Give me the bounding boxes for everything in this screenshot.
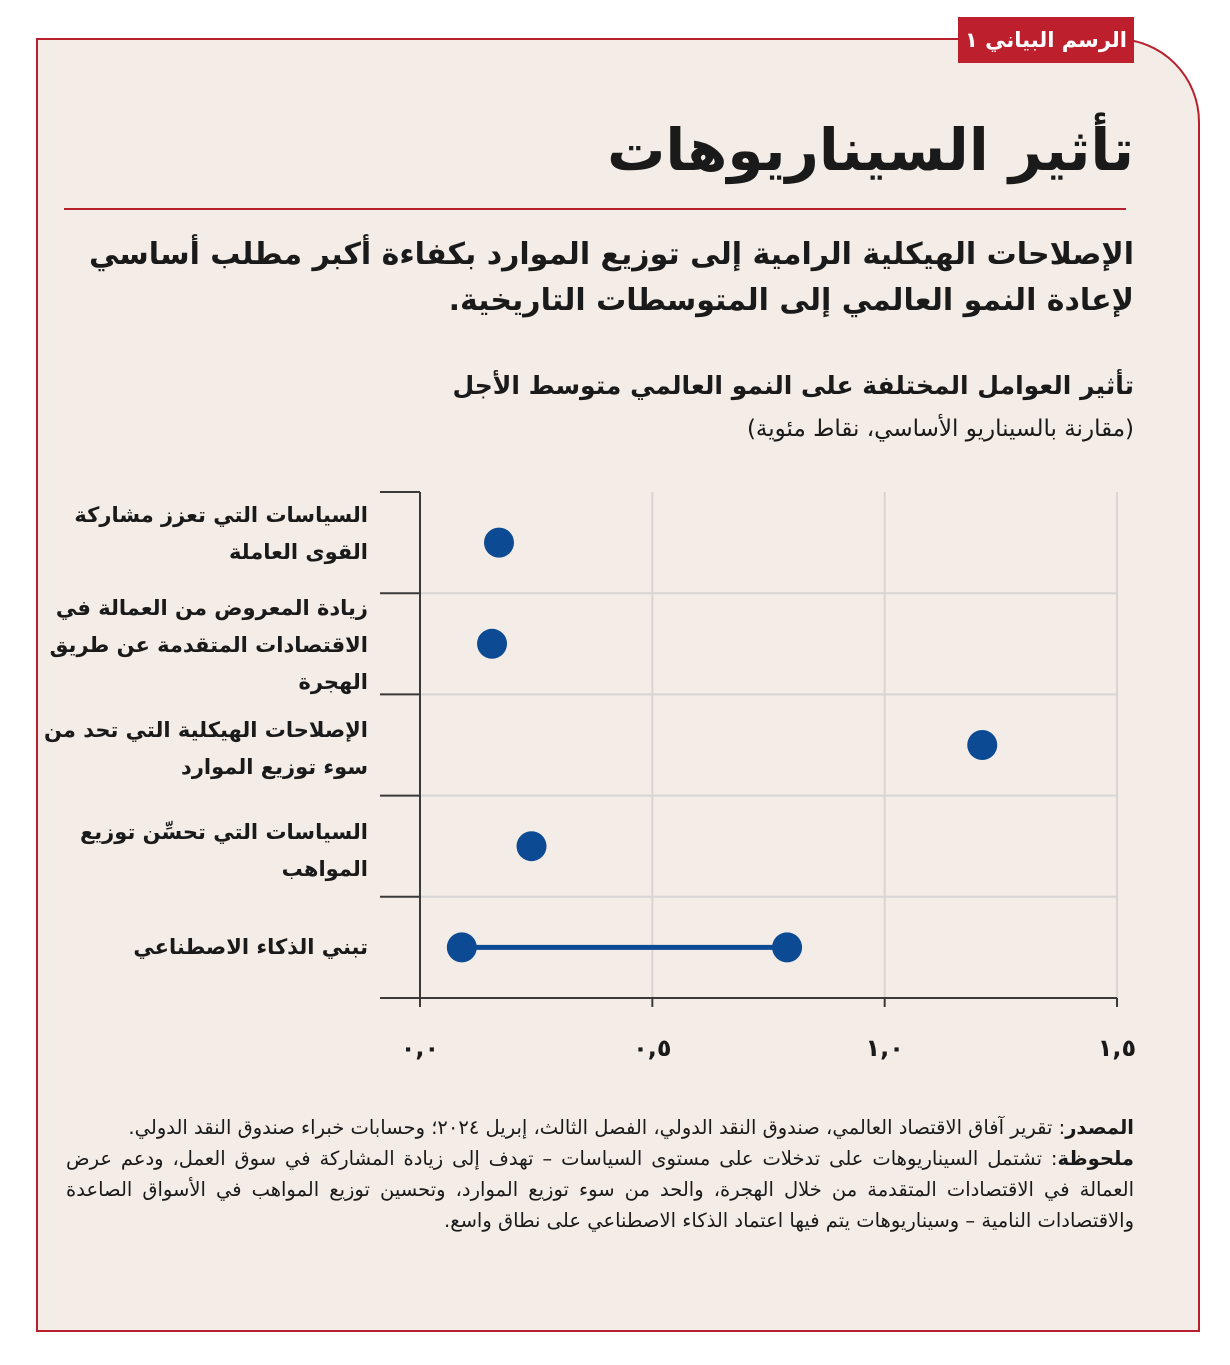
x-tick-label: ٠,٥ [633,1034,672,1062]
data-point [447,932,477,962]
data-point [517,831,547,861]
footnotes [66,1112,1134,1236]
data-point [967,730,997,760]
data-point [484,528,514,558]
method-note [66,1143,1134,1236]
note-text: : تشتمل السيناريوهات على تدخلات على مستوى السياسات – تهدف إلى زيادة المشاركة في سوق العمل، ودعم عرض العمالة في الاقتصادات المتقدمة من خلال الهجرة، والحد من سوء توزيع الموارد، وتحسين توزيع المواهب في الأسواق الصاعدة والاقتصادات النامية – وسيناريوهات يتم فيها اعتماد الذكاء الاصطناعي على نطاق واسع. [66,1147,1134,1232]
chart-subtitle: (مقارنة بالسيناريو الأساسي، نقاط مئوية) [746,416,1134,442]
data-point [772,932,802,962]
chart-title: تأثير العوامل المختلفة على النمو العالمي متوسط الأجل [452,371,1134,400]
page-title: تأثير السيناريوهات [607,116,1134,184]
headline-summary: الإصلاحات الهيكلية الرامية إلى توزيع الموارد بكفاءة أكبر مطلب أساسي لإعادة النمو العالمي إلى المتوسطات التاريخية. [88,237,1134,318]
category-label: السياسات التي تعزز مشاركة القوى العاملة [74,503,368,564]
data-point [477,629,507,659]
figure-tag: الرسم البياني ١ [958,17,1134,63]
source-text: : تقرير آفاق الاقتصاد العالمي، صندوق النقد الدولي، الفصل الثالث، إبريل ٢٠٢٤؛ وحسابات خبراء صندوق النقد الدولي. [128,1116,1066,1139]
x-tick-label: ٠,٠ [400,1034,440,1062]
source-label: المصدر [1065,1116,1134,1139]
category-label: السياسات التي تحسِّن توزيع المواهب [79,820,368,881]
category-label: الإصلاحات الهيكلية التي تحد من سوء توزيع الموارد [43,718,368,779]
x-tick-label: ١,٥ [1097,1034,1137,1062]
category-label: زيادة المعروض من العمالة في الاقتصادات المتقدمة عن طريق الهجرة [49,596,368,694]
x-tick-label: ١,٠ [865,1034,904,1062]
category-label: تبني الذكاء الاصطناعي [133,935,368,959]
note-label: ملحوظة [1057,1147,1134,1170]
source-note [66,1112,1134,1143]
